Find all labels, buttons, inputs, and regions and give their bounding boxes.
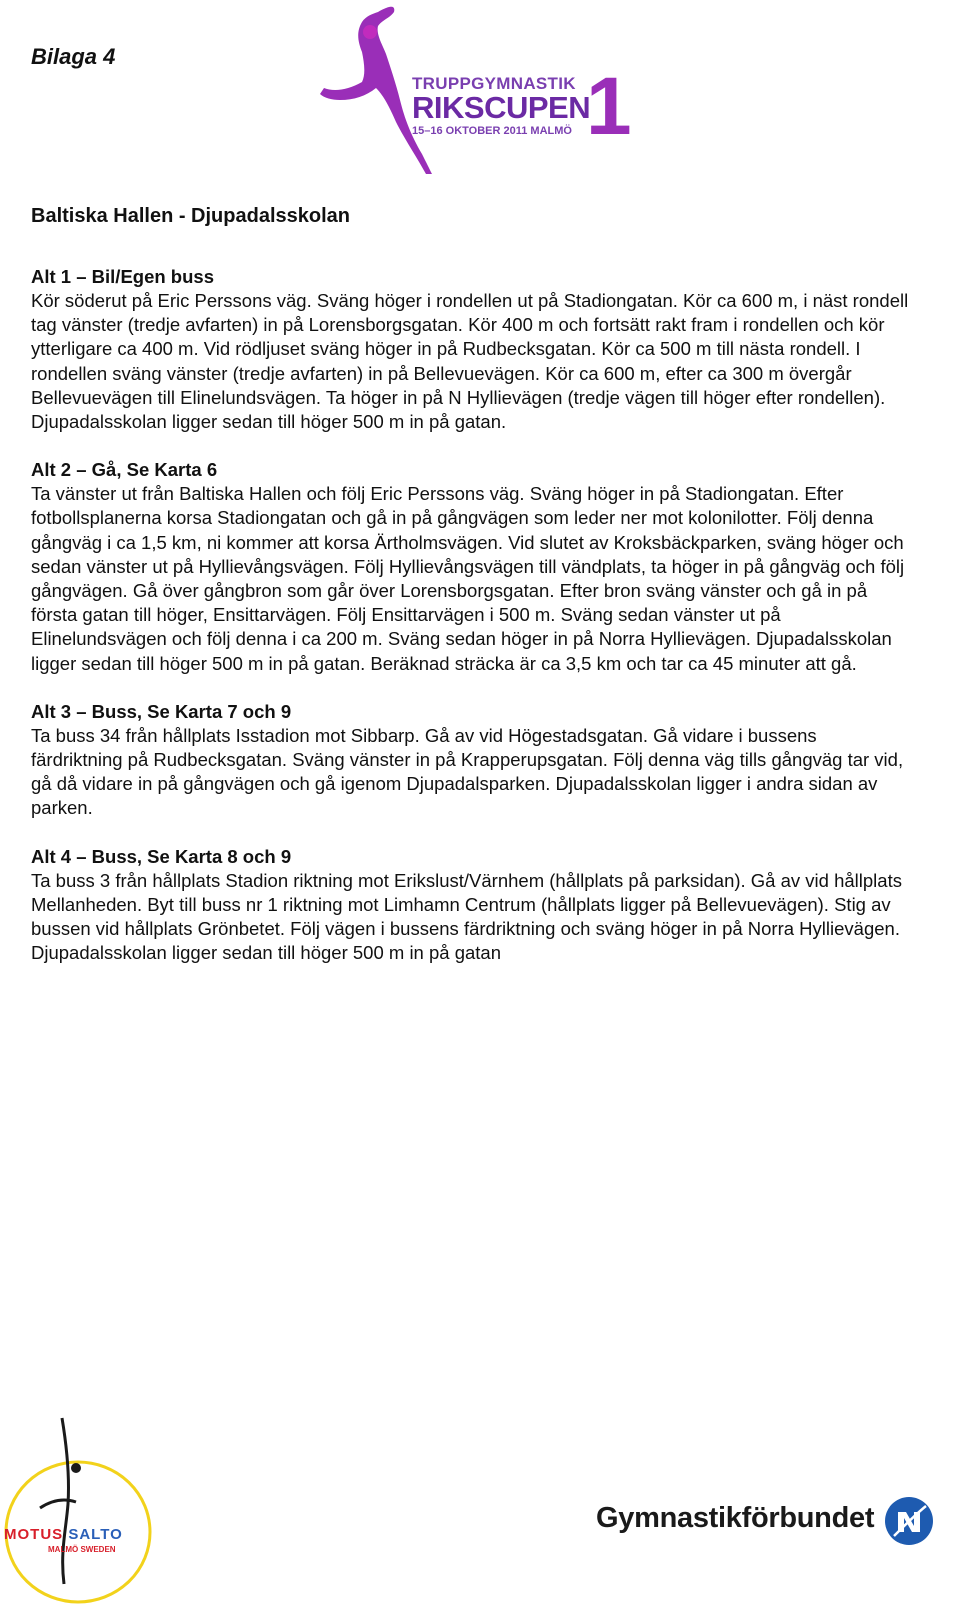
- federation-emblem-icon: [884, 1496, 934, 1546]
- route-section-alt3: [31, 700, 911, 821]
- motus-salto-logo: [0, 1412, 160, 1606]
- section-heading: Alt 1 – Bil/Egen buss: [31, 266, 214, 287]
- route-section-alt4: [31, 845, 911, 966]
- page-title: Baltiska Hallen - Djupadalsskolan: [31, 205, 350, 227]
- federation-name: Gymnastikförbundet: [596, 1502, 875, 1534]
- section-heading: Alt 4 – Buss, Se Karta 8 och 9: [31, 845, 292, 867]
- section-body: Ta vänster ut från Baltiska Hallen och följ Eric Perssons väg. Sväng höger in på Stadiongatan. Efter fotbollsplanerna korsa Stadiongatan och gå in på gångvägen som leder ner mot kolonilotter. Följ denna gångväg i ca 1,5 km, ni kommer att korsa Ärtholmsvägen. Vid slutet av Kroksbäckparken, sväng höger och sedan vänster ut på Hyllievångsvägen. Följ Hyllievångsvägen till vändplats, ta höger in på gångväg och följ gångvägen. Gå över gångbron som går över Lorensborgsgatan. Efter bron sväng vänster och gå in på första gatan till höger, Ensittarvägen. Följ Ensittarvägen i 500 m. Sväng sedan vänster ut på Elinelundsvägen och följ denna i ca 200 m. Sväng sedan höger in på Norra Hyllievägen. Djupadalsskolan ligger sedan till höger 500 m in på gatan. Beräknad sträcka är ca 3,5 km och tar ca 45 minuter att gå.: [31, 483, 905, 674]
- section-heading: Alt 2 – Gå, Se Karta 6: [31, 459, 218, 481]
- event-logo-line3: 15–16 OKTOBER 2011 MALMÖ: [412, 125, 572, 137]
- rikscupen-logo: [318, 4, 632, 176]
- event-logo-number: 1: [586, 61, 632, 152]
- section-body: Ta buss 3 från hållplats Stadion riktning mot Erikslust/Värnhem (hållplats på parksidan). Gå av vid hållplats Mellanheden. Byt till buss nr 1 riktning mot Limhamn Centrum (hållplats ligger på Bellevuevägen). Stig av bussen vid hållplats Grönbetet. Följ vägen i bussens färdriktning och sväng höger in på Norra Hyllievägen. Djupadalsskolan ligger sedan till höger 500 m in på gatan: [31, 869, 902, 964]
- route-section-alt1: [31, 265, 911, 434]
- section-heading: Alt 3 – Buss, Se Karta 7 och 9: [31, 700, 292, 722]
- event-logo-line1: TRUPPGYMNASTIK: [412, 74, 576, 93]
- motus-word: MOTUS: [4, 1526, 64, 1543]
- section-body: Kör söderut på Eric Perssons väg. Sväng höger i rondellen ut på Stadiongatan. Kör ca 600 m, i näst rondell tag vänster (tredje avfarten) in på Lorensborgsgatan. Kör 400 m och fortsätt rakt fram i rondellen och kör ytterligare ca 400 m. Vid rödljuset sväng höger in på Rudbecksgatan. Kör ca 500 m till nästa rondell. I rondellen sväng vänster (tredje avfarten) in på Bellevuevägen. Kör ca 600 m, efter ca 300 m övergår Bellevuevägen till Elinelundsvägen. Ta höger in på N Hyllievägen (tredje vägen till höger efter rondellen). Djupadalsskolan ligger sedan till höger 500 m in på gatan.: [31, 290, 909, 433]
- gymnastikforbundet-logo: [596, 1496, 940, 1556]
- salto-word: SALTO: [68, 1526, 123, 1543]
- appendix-label: Bilaga 4: [31, 44, 116, 69]
- motus-ring-icon: [0, 1412, 160, 1606]
- event-logo-line2: RIKSCUPEN: [412, 90, 591, 125]
- route-section-alt2: [31, 458, 911, 676]
- section-body: Ta buss 34 från hållplats Isstadion mot Sibbarp. Gå av vid Högestadsgatan. Gå vidare i bussens färdriktning på Rudbecksgatan. Sväng vänster in på Krapperupsgatan. Följ denna väg tills gångväg tar vid, gå då vidare in på gångvägen och gå igenom Djupadalsparken. Djupadalsskolan ligger i andra sidan av parken.: [31, 724, 904, 819]
- motus-sub: MALMÖ SWEDEN: [48, 1545, 116, 1554]
- document-body: [31, 203, 911, 989]
